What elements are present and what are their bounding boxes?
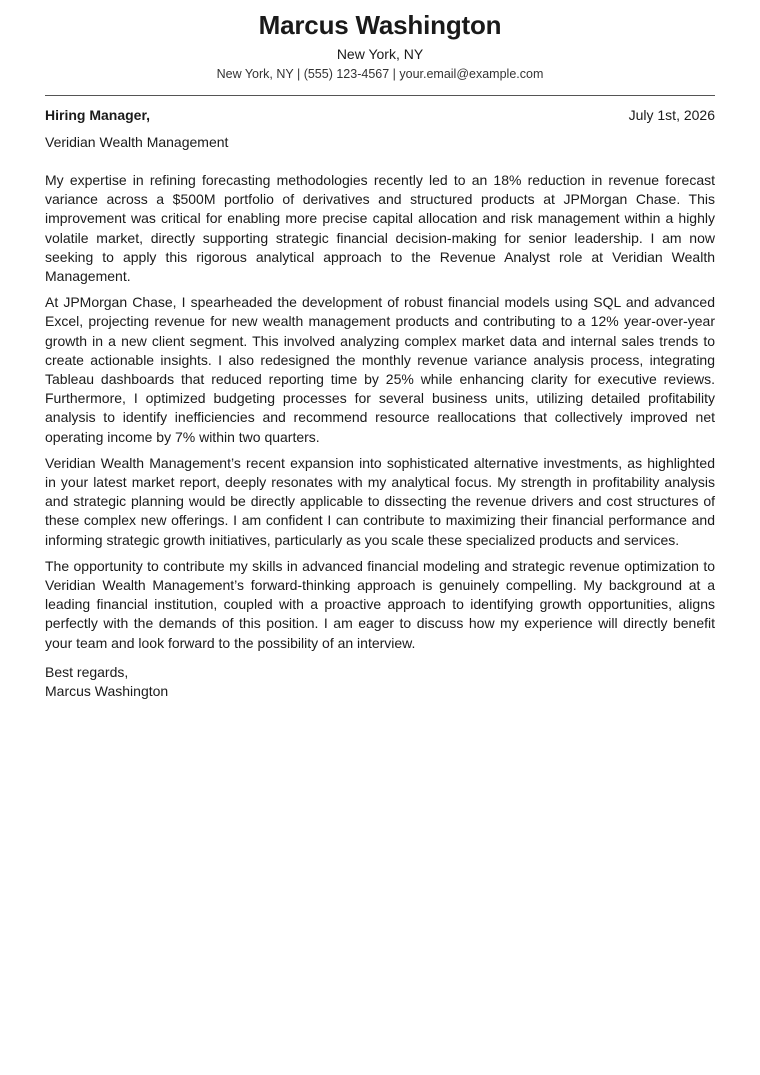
letter-body <box>45 171 715 653</box>
salutation-row <box>45 106 715 124</box>
sign-off: Best regards, <box>45 663 129 680</box>
applicant-location: New York, NY <box>336 46 424 62</box>
contact-line: New York, NY | (555) 123-4567 | your.email@example.com <box>216 67 544 81</box>
body-paragraph: Veridian Wealth Management’s recent expansion into sophisticated alternative investments, as highlighted in your latest market report, deeply resonates with my analytical focus. My strength in profitability analysis and strategic planning would be directly applicable to dissecting the revenue drivers and cost structures of these complex new offerings. I am confident I can contribute to maximizing their financial performance and informing strategic growth initiatives, particularly as you scale these specialized products and services. <box>45 454 715 548</box>
applicant-name: Marcus Washington <box>258 10 502 40</box>
body-paragraph: My expertise in refining forecasting methodologies recently led to an 18% reduction in revenue forecast variance across a $500M portfolio of derivatives and structured products at JPMorgan Chase. This improvement was critical for enabling more precise capital allocation and risk management within a highly volatile market, directly supporting strategic financial decision-making for senior leadership. I am now seeking to apply this rigorous analytical approach to the Revenue Analyst role at Veridian Wealth Management. <box>45 172 715 285</box>
body-paragraph: At JPMorgan Chase, I spearheaded the development of robust financial models using SQL and advanced Excel, projecting revenue for new wealth management products and contributing to a 12% year-over-year growth in a new client segment. This involved analyzing complex market data and internal sales trends to create actionable insights. I also redesigned the monthly revenue variance analysis process, integrating Tableau dashboards that reduced reporting time by 25% while enhancing clarity for executive reviews. Furthermore, I optimized budgeting processes for several business units, utilizing detailed profitability analysis to identify inefficiencies and recommend resource reallocations that collectively improved net operating income by 7% within two quarters. <box>45 294 715 445</box>
signature-name: Marcus Washington <box>45 682 169 699</box>
closing-block <box>45 663 715 701</box>
letter-date: July 1st, 2026 <box>628 107 715 123</box>
recipient: Hiring Manager, <box>45 107 151 123</box>
company-name: Veridian Wealth Management <box>45 134 229 150</box>
body-paragraph: The opportunity to contribute my skills in advanced financial modeling and strategic revenue optimization to Veridian Wealth Management’s forward-thinking approach is genuinely compelling. My background at a leading financial institution, coupled with a proactive approach to identifying growth opportunities, aligns perfectly with the demands of this position. I am eager to discuss how my experience will directly benefit your team and look forward to the possibility of an interview. <box>45 557 715 651</box>
header-divider <box>45 95 715 96</box>
